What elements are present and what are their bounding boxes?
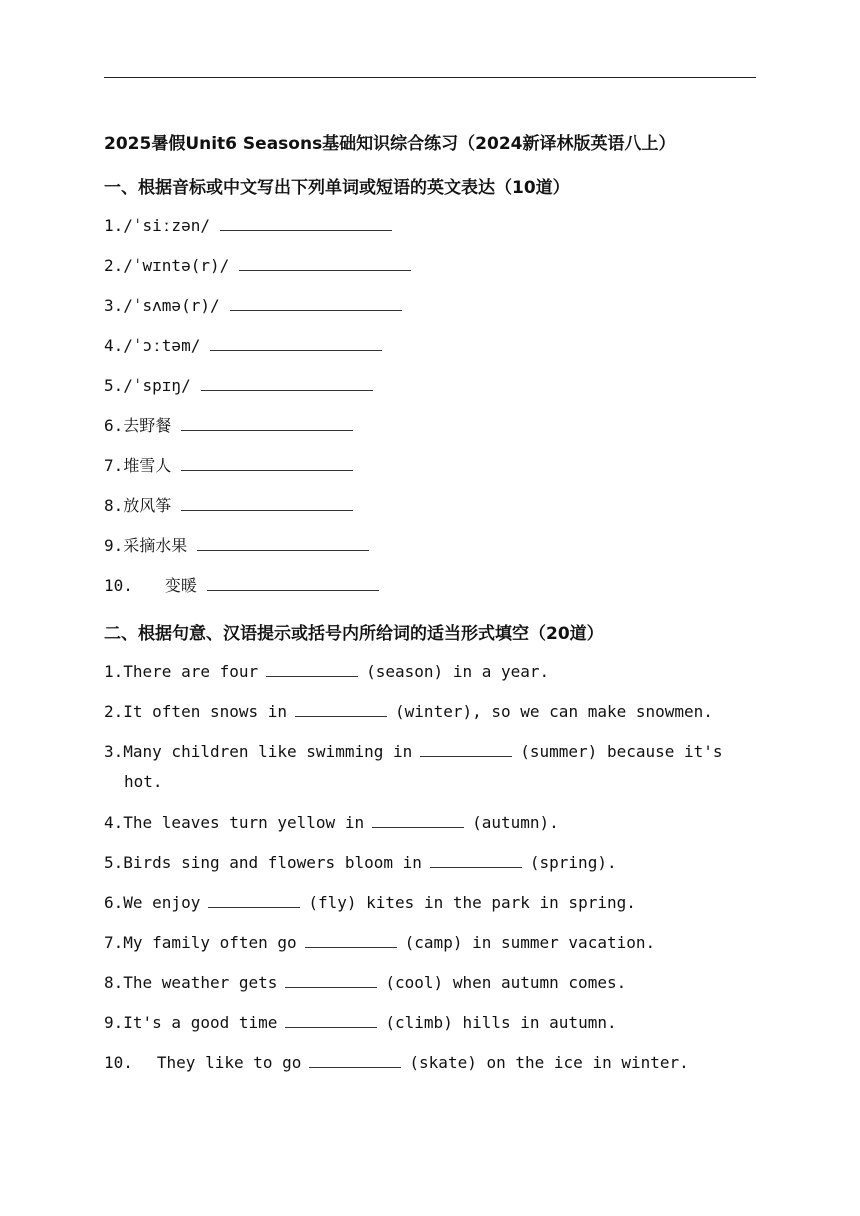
vocab-item: [104, 366, 760, 406]
word-hint: (skate): [409, 1053, 477, 1072]
sentence-before: There are four: [123, 662, 259, 681]
word-hint: (autumn).: [472, 813, 559, 832]
sentence-after: in a year.: [452, 662, 550, 681]
answer-blank[interactable]: [309, 1053, 401, 1068]
item-number: 7.: [104, 933, 124, 952]
vocab-item: [104, 566, 760, 606]
item-number: 8.: [104, 496, 124, 515]
fill-in-item: [104, 1043, 760, 1083]
item-number: 8.: [104, 973, 124, 992]
item-number: 3.: [104, 742, 124, 761]
sentence-before: They like to go: [156, 1053, 302, 1072]
vocab-item: [104, 486, 760, 526]
vocab-item: [104, 286, 760, 326]
item-number: 2.: [104, 702, 124, 721]
item-prompt: /ˈsʌmə(r)/: [123, 296, 220, 315]
fill-in-item: [104, 1003, 760, 1043]
answer-blank[interactable]: [430, 853, 522, 868]
answer-blank[interactable]: [372, 813, 464, 828]
word-hint: (camp): [404, 933, 463, 952]
answer-blank[interactable]: [285, 1013, 377, 1028]
item-number: 4.: [104, 336, 124, 355]
sentence-after: when autumn comes.: [452, 973, 627, 992]
sentence-before: The leaves turn yellow in: [123, 813, 365, 832]
fill-in-item: [104, 843, 760, 883]
item-number: 5.: [104, 853, 124, 872]
sentence-before: We enjoy: [123, 893, 201, 912]
answer-blank[interactable]: [197, 536, 369, 551]
sentence-after: hills in autumn.: [462, 1013, 617, 1032]
answer-blank[interactable]: [230, 296, 402, 311]
header-rule: [104, 77, 756, 78]
item-prompt: /ˈwɪntə(r)/: [123, 256, 230, 275]
answer-blank[interactable]: [181, 456, 353, 471]
item-number: 9.: [104, 536, 124, 555]
item-prompt: /ˈspɪŋ/: [123, 376, 191, 395]
item-number: 10.: [104, 1053, 133, 1072]
answer-blank[interactable]: [266, 662, 358, 677]
item-number: 6.: [104, 893, 124, 912]
worksheet-title: 2025暑假Unit6 Seasons基础知识综合练习（2024新译林版英语八上）: [104, 134, 676, 154]
vocab-item: [104, 526, 760, 566]
word-hint: (fly): [308, 893, 357, 912]
answer-blank[interactable]: [207, 576, 379, 591]
sentence-after: in summer vacation.: [472, 933, 656, 952]
section2-list: [104, 652, 760, 1083]
word-hint: (climb): [385, 1013, 453, 1032]
item-prompt: /ˈɔːtəm/: [123, 336, 201, 355]
answer-blank[interactable]: [420, 742, 512, 757]
item-number: 7.: [104, 456, 124, 475]
vocab-item: [104, 326, 760, 366]
answer-blank[interactable]: [239, 256, 411, 271]
word-hint: (season): [366, 662, 444, 681]
item-number: 1.: [104, 216, 124, 235]
answer-blank[interactable]: [295, 702, 387, 717]
answer-blank[interactable]: [181, 496, 353, 511]
answer-blank[interactable]: [285, 973, 377, 988]
item-prompt: 采摘水果: [123, 536, 188, 555]
answer-blank[interactable]: [305, 933, 397, 948]
section1-heading: 一、根据音标或中文写出下列单词或短语的英文表达（10道）: [104, 178, 570, 198]
item-prompt: 放风筝: [123, 496, 172, 515]
item-number: 10.: [104, 576, 133, 595]
item-prompt: 堆雪人: [123, 456, 172, 475]
fill-in-item: [104, 732, 760, 803]
worksheet-content: [104, 132, 760, 1083]
item-prompt: 去野餐: [123, 416, 172, 435]
sentence-before: The weather gets: [123, 973, 278, 992]
item-number: 1.: [104, 662, 124, 681]
word-hint: (winter),: [395, 702, 482, 721]
item-number: 4.: [104, 813, 124, 832]
word-hint: (cool): [385, 973, 444, 992]
vocab-item: [104, 446, 760, 486]
sentence-before: Birds sing and flowers bloom in: [123, 853, 422, 872]
answer-blank[interactable]: [181, 416, 353, 431]
item-number: 3.: [104, 296, 124, 315]
vocab-item: [104, 406, 760, 446]
word-hint: (spring).: [529, 853, 617, 872]
fill-in-item: [104, 692, 760, 732]
sentence-after: on the ice in winter.: [486, 1053, 689, 1072]
vocab-item: [104, 246, 760, 286]
item-number: 2.: [104, 256, 124, 275]
answer-blank[interactable]: [220, 216, 392, 231]
fill-in-item: [104, 883, 760, 923]
fill-in-item: [104, 923, 760, 963]
sentence-before: It's a good time: [123, 1013, 278, 1032]
sentence-before: It often snows in: [123, 702, 288, 721]
sentence-after: because it's hot.: [124, 742, 723, 791]
answer-blank[interactable]: [210, 336, 382, 351]
sentence-before: My family often go: [123, 933, 297, 952]
item-prompt: /ˈsiːzən/: [123, 216, 210, 235]
section1-list: [104, 206, 760, 606]
fill-in-item: [104, 652, 760, 692]
section2-heading: 二、根据句意、汉语提示或括号内所给词的适当形式填空（20道）: [104, 624, 604, 644]
sentence-before: Many children like swimming in: [123, 742, 413, 761]
answer-blank[interactable]: [201, 376, 373, 391]
item-number: 5.: [104, 376, 124, 395]
item-number: 9.: [104, 1013, 124, 1032]
item-number: 6.: [104, 416, 124, 435]
fill-in-item: [104, 963, 760, 1003]
sentence-after: kites in the park in spring.: [366, 893, 636, 912]
answer-blank[interactable]: [208, 893, 300, 908]
sentence-after: so we can make snowmen.: [491, 702, 713, 721]
fill-in-item: [104, 803, 760, 843]
word-hint: (summer): [520, 742, 598, 761]
item-prompt: 变暖: [164, 576, 197, 595]
vocab-item: [104, 206, 760, 246]
